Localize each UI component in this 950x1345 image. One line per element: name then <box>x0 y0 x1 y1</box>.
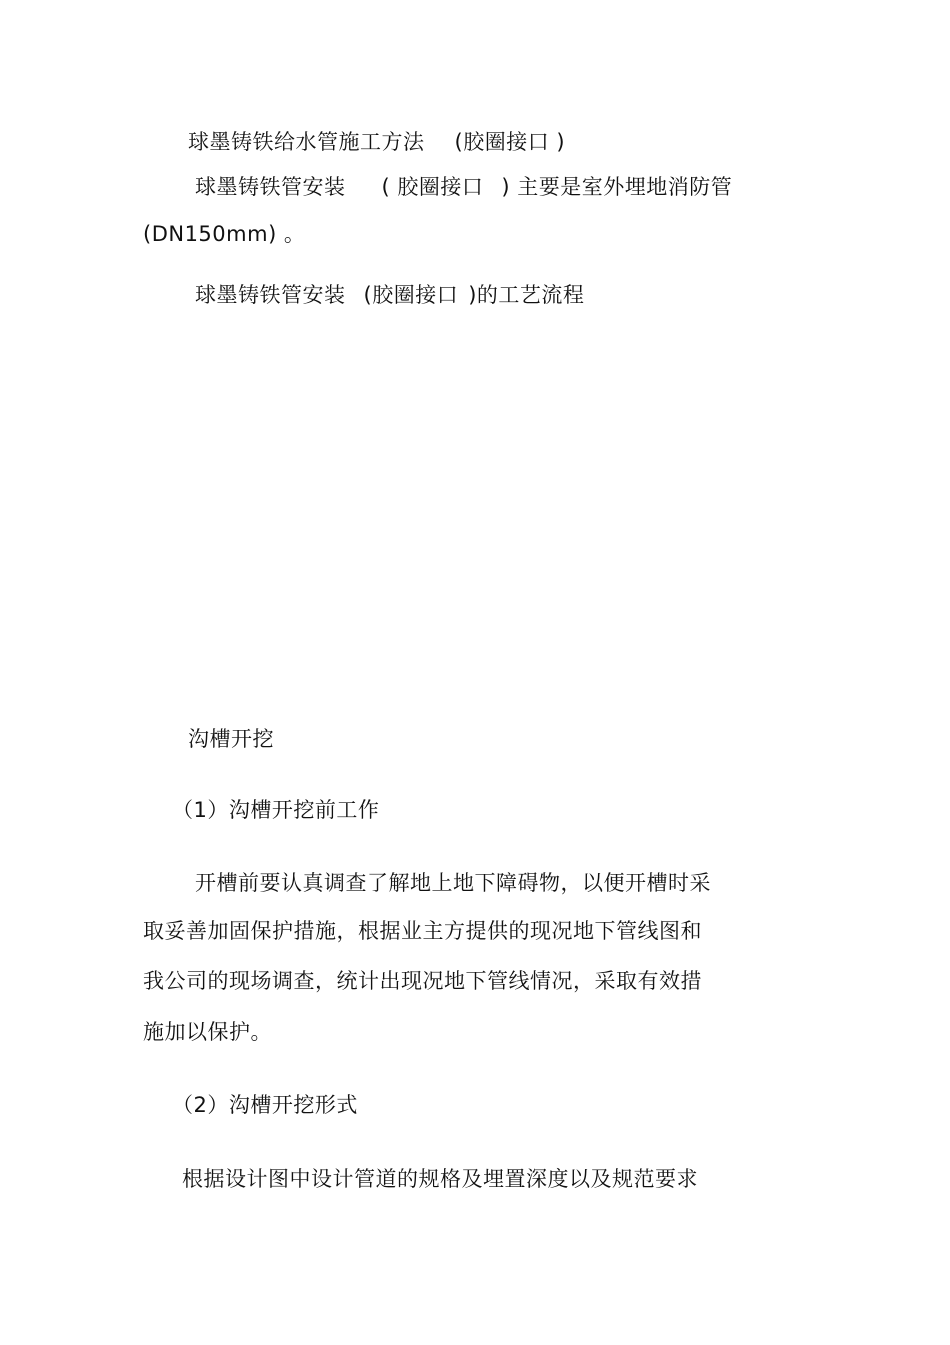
process-heading <box>195 281 584 309</box>
subsection-2-heading: （2）沟槽开挖形式 <box>172 1093 358 1117</box>
intro-part-c: ) 主要是室外埋地消防管 <box>501 175 733 199</box>
process-part-c: )的工艺流程 <box>468 283 585 307</box>
paragraph-1-line-1: 开槽前要认真调查了解地上地下障碍物，以便开槽时采 <box>195 871 711 895</box>
title-paren: (胶圈接口 ) <box>454 130 566 154</box>
paragraph-1-line-3: 我公司的现场调查，统计出现况地下管线情况，采取有效措 <box>143 969 702 993</box>
subsection-1-heading: （1）沟槽开挖前工作 <box>172 798 380 822</box>
process-part-a: 球墨铸铁管安装 <box>195 283 346 307</box>
intro-continuation: (DN150mm) 。 <box>143 222 306 246</box>
process-part-b: (胶圈接口 <box>363 283 459 307</box>
intro-part-a: 球墨铸铁管安装 <box>195 175 346 199</box>
section-trench-heading: 沟槽开挖 <box>188 727 274 751</box>
intro-line-1 <box>195 173 732 201</box>
paragraph-1-line-2: 取妥善加固保护措施，根据业主方提供的现况地下管线图和 <box>143 919 702 943</box>
paragraph-2-line-1: 根据设计图中设计管道的规格及埋置深度以及规范要求 <box>182 1167 698 1191</box>
intro-line-2 <box>143 220 305 248</box>
intro-part-b: ( 胶圈接口 <box>381 175 484 199</box>
title-main: 球墨铸铁给水管施工方法 <box>188 130 425 154</box>
paragraph-1-line-4: 施加以保护。 <box>143 1020 272 1044</box>
document-title <box>188 128 565 156</box>
